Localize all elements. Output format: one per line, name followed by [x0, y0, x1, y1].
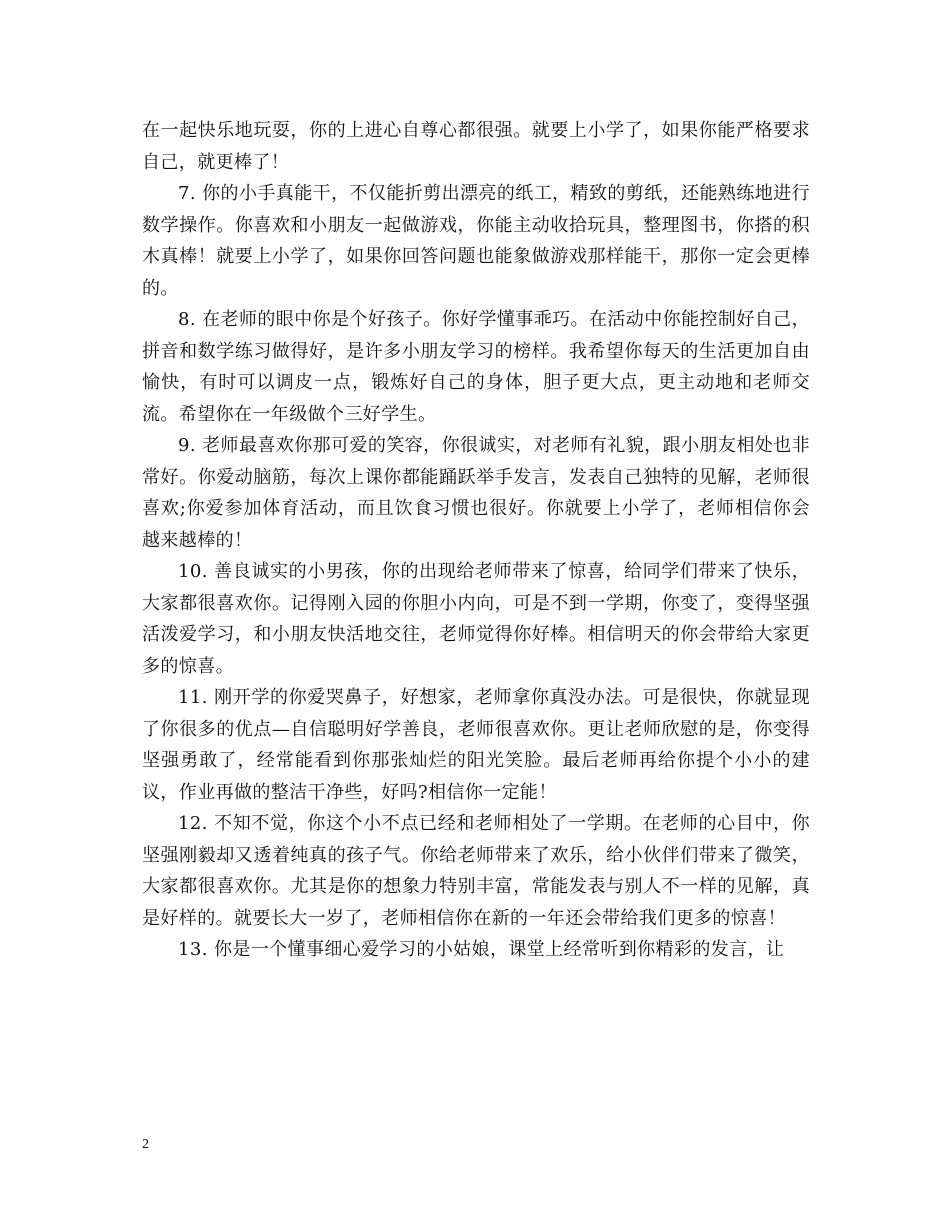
paragraph-item-10: 10. 善良诚实的小男孩，你的出现给老师带来了惊喜，给同学们带来了快乐，大家都很喜欢你。记得刚入园的你胆小内向，可是不到一学期，你变了，变得坚强活泼爱学习，和小朋友快活地交往，老师觉得你好棒。相信明天的你会带给大家更多的惊喜。 — [142, 561, 810, 677]
paragraph-item-11: 11. 刚开学的你爱哭鼻子，好想家，老师拿你真没办法。可是很快，你就显现了你很多的优点—自信聪明好学善良，老师很喜欢你。更让老师欣慰的是，你变得坚强勇敢了，经常能看到你那张灿烂的阳光笑脸。最后老师再给你提个小小的建议，作业再做的整洁干净些，好吗?相信你一定能！ — [142, 687, 810, 803]
page-number: 2 — [142, 1137, 149, 1152]
paragraph-continuation: 在一起快乐地玩耍，你的上进心自尊心都很强。就要上小学了，如果你能严格要求自己，就更棒了！ — [142, 120, 810, 173]
paragraph-item-13: 13. 你是一个懂事细心爱学习的小姑娘，课堂上经常听到你精彩的发言，让 — [178, 939, 785, 960]
paragraph-item-9: 9. 老师最喜欢你那可爱的笑容，你很诚实，对老师有礼貌，跟小朋友相处也非常好。你爱动脑筋，每次上课你都能踊跃举手发言，发表自己独特的见解，老师很喜欢;你爱参加体育活动，而且饮食习惯也很好。你就要上小学了，老师相信你会越来越棒的！ — [142, 435, 810, 551]
document-body — [142, 115, 810, 966]
paragraph-item-7: 7. 你的小手真能干，不仅能折剪出漂亮的纸工，精致的剪纸，还能熟练地进行数学操作。你喜欢和小朋友一起做游戏，你能主动收拾玩具，整理图书，你搭的积木真棒！就要上小学了，如果你回答问题也能象做游戏那样能干，那你一定会更棒的。 — [142, 183, 810, 299]
paragraph-item-8: 8. 在老师的眼中你是个好孩子。你好学懂事乖巧。在活动中你能控制好自己，拼音和数学练习做得好，是许多小朋友学习的榜样。我希望你每天的生活更加自由愉快，有时可以调皮一点，锻炼好自己的身体，胆子更大点，更主动地和老师交流。希望你在一年级做个三好学生。 — [142, 309, 810, 425]
paragraph-item-12: 12. 不知不觉，你这个小不点已经和老师相处了一学期。在老师的心目中，你坚强刚毅却又透着纯真的孩子气。你给老师带来了欢乐，给小伙伴们带来了微笑，大家都很喜欢你。尤其是你的想象力特别丰富，常能发表与别人不一样的见解，真是好样的。就要长大一岁了，老师相信你在新的一年还会带给我们更多的惊喜！ — [142, 813, 810, 929]
